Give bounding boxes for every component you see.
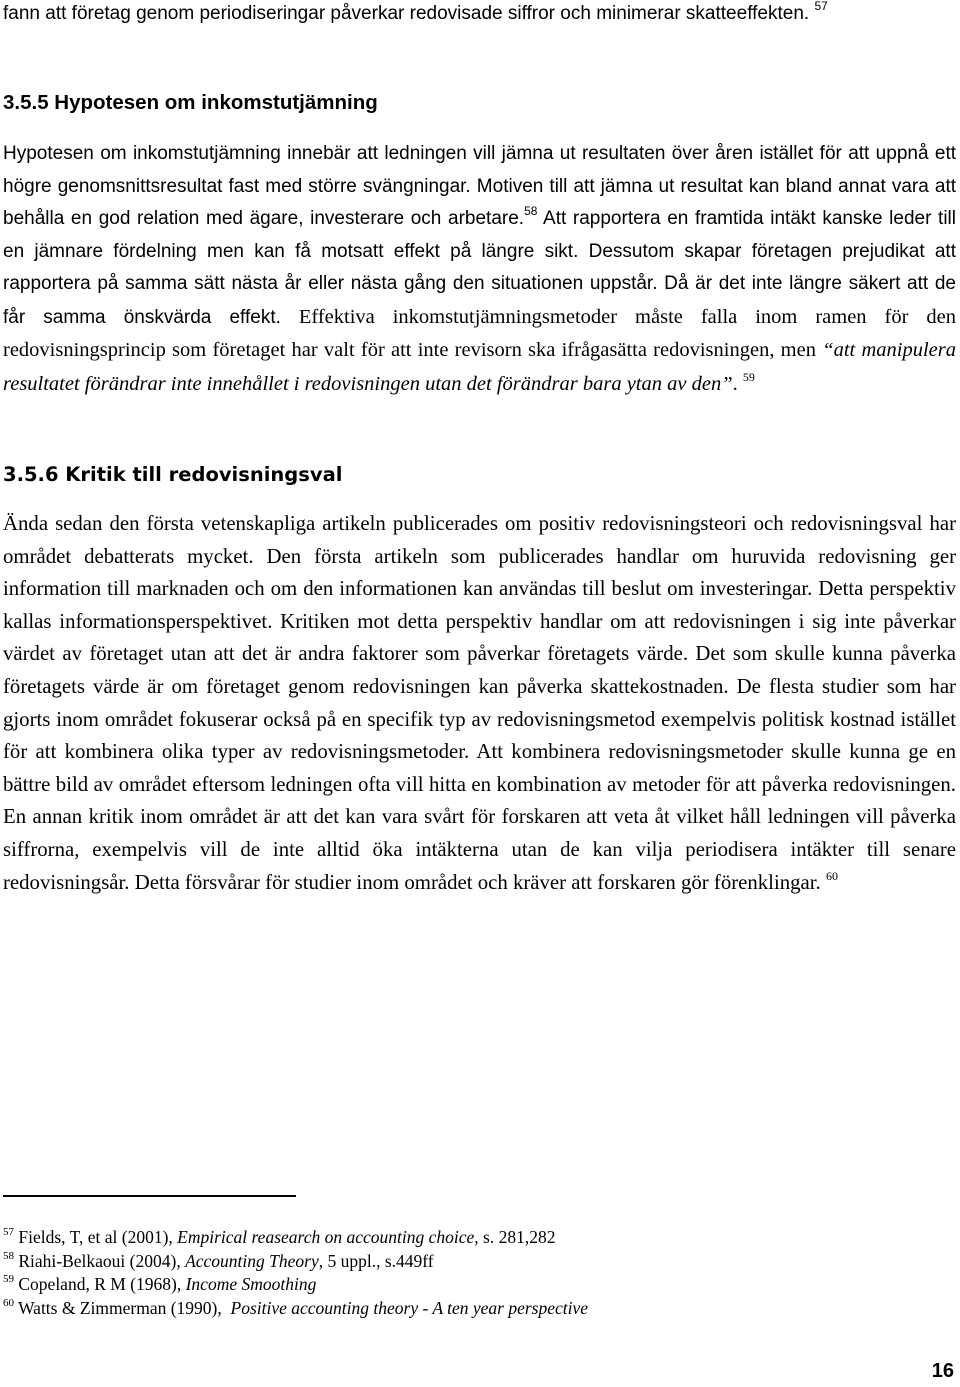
footnote-number: 58 (3, 1249, 14, 1262)
hypotes-sentence-1: Hypotesen om inkomstutjämning innebär att ledningen vill jämna ut resultaten över åren istället för att uppnå ett högre genomsnittsresultat fast med större svängningar. (3, 143, 956, 197)
footnote-pages: s. 281,282 (478, 1227, 556, 1247)
hypotes-sentence-3: Att rapportera en framtida intäkt kanske leder till en jämnare fördelning men kan få motsatt effekt på längre sikt. Dessutom skapar företagen prejudikat att rapportera på samma sätt nästa år eller nästa gång den situationen uppstår. Då är det inte längre säkert att de får samma önskvärda effekt. (3, 208, 956, 328)
footnote-58 (3, 1250, 903, 1274)
footnote-author: Watts & Zimmerman (1990), (18, 1298, 231, 1319)
footnote-author: Riahi-Belkaoui (2004), (18, 1250, 186, 1271)
footnote-ref-58: 58 (524, 204, 538, 218)
footnotes (3, 1226, 903, 1321)
hypotes-sentence-4: Effektiva inkomstutjämningsmetoder måste falla inom ramen för den redovisningsprincip som företaget har valt för att inte revisorn ska ifrågasätta redovisningen, men (3, 305, 956, 361)
footnote-separator (3, 1195, 296, 1197)
footnote-title: Accounting Theory (185, 1250, 319, 1271)
kritik-body: Ända sedan den första vetenskapliga artikeln publicerades om positiv redovisningsteori och redovisningsval har området debatterats mycket. Den första artikeln som publicerades handlar om huruvida redovisning ger information till marknaden och om den informationen kan användas till beslut om investeringar. Detta perspektiv kallas informationsperspektivet. Kritiken mot detta perspektiv handlar om att redovisningen i sig inte påverkar värdet av företaget utan att det är andra faktorer som påverkar företagets värde. Det som skulle kunna påverka företagets värde är om företaget genom redovisningen kan påverka skattekostnaden. De flesta studier som har gjorts inom området fokuserar också på en specifik typ av redovisningsmetod exempelvis politisk kostnad istället för att kombinera olika typer av redovisningsmetoder. Att kombinera redovisningsmetoder skulle kunna ge en bättre bild av området eftersom ledningen ofta vill hitta en kombination av metoder för att påverka redovisningen. En annan kritik inom området är att det kan vara svårt för forskaren att veta åt vilket håll ledningen vill påverka siffrorna, exempelvis vill de inte alltid öka intäkterna utan de kan vilja periodisera intäkter till senare redovisningsår. Detta försvårar för studier inom området och kräver att forskaren gör förenklingar. (3, 512, 956, 894)
hypotes-paragraph (3, 138, 956, 401)
footnote-number: 60 (3, 1297, 14, 1310)
footnote-57 (3, 1226, 903, 1250)
footnote-number: 57 (3, 1226, 14, 1238)
footnote-number: 59 (3, 1273, 14, 1286)
footnote-ref-60: 60 (825, 868, 838, 883)
footnote-title: Positive accounting theory - A ten year perspective (230, 1298, 589, 1319)
footnote-author: Copeland, R M (1968), (18, 1274, 186, 1295)
section-heading-kritik: 3.5.6 Kritik till redovisningsval (3, 463, 343, 486)
hypotes-end: . (732, 372, 738, 395)
hypotes-sentence-2: Motiven till att jämna ut resultat kan bland annat vara att behålla en god relation med ägare, investerare och arbetare. (3, 175, 956, 229)
footnote-author: Fields, T, et al (2001), (18, 1227, 178, 1247)
intro-text: fann att företag genom periodiseringar påverkar redovisade siffror och minimerar skatteeffekten. (3, 3, 810, 24)
footnote-60 (3, 1297, 903, 1321)
footnote-pages: , 5 uppl., s.449ff (318, 1250, 434, 1271)
intro-paragraph (3, 0, 956, 31)
footnote-title: Empirical reasearch on accounting choice, (177, 1227, 479, 1247)
page-number: 16 (931, 1360, 954, 1382)
footnote-ref-59: 59 (742, 369, 755, 384)
hypotes-quote: “att manipulera resultatet förändrar inte innehållet i redovisningen utan det förändrar bara ytan av den” (3, 339, 956, 395)
footnote-ref-57: 57 (814, 0, 828, 13)
kritik-paragraph (3, 508, 956, 899)
section-heading-hypotes: 3.5.5 Hypotesen om inkomstutjämning (3, 91, 378, 114)
footnote-59 (3, 1273, 903, 1297)
footnote-title: Income Smoothing (185, 1274, 317, 1295)
